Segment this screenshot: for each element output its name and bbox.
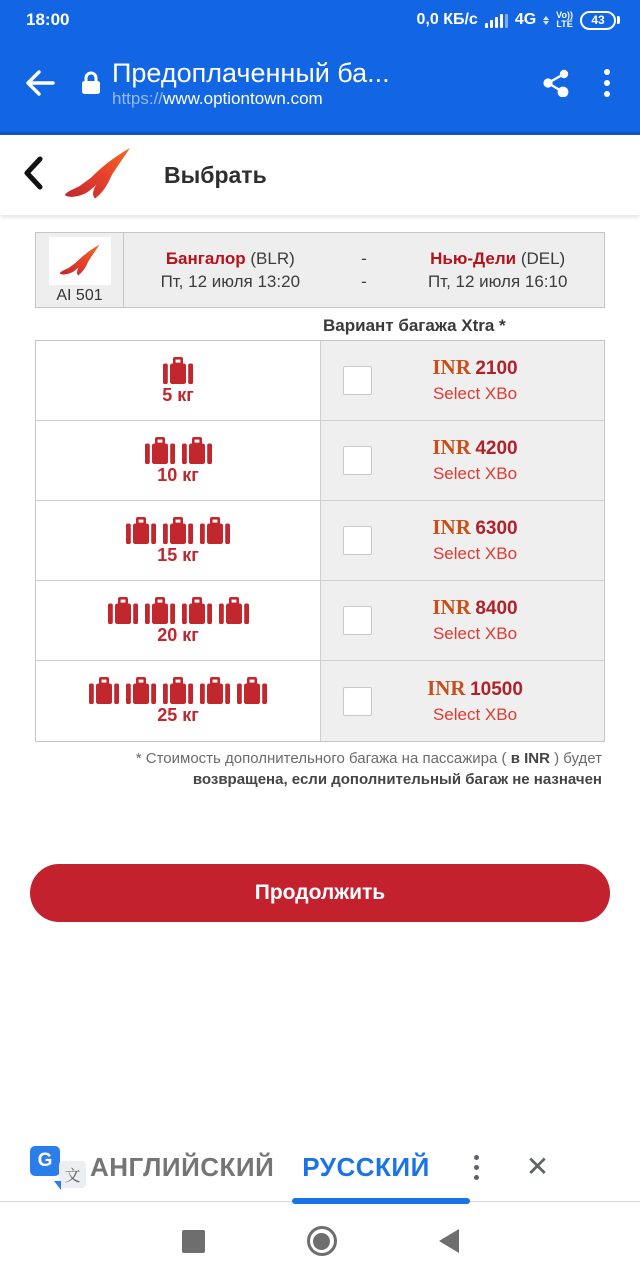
- suitcase-icon: [126, 516, 156, 544]
- baggage-checkbox[interactable]: [343, 526, 372, 555]
- price-currency: INR: [432, 515, 471, 539]
- baggage-checkbox[interactable]: [343, 366, 372, 395]
- price-amount: 6300: [475, 518, 518, 539]
- suitcase-icon: [145, 596, 175, 624]
- price-currency: INR: [432, 595, 471, 619]
- destination-info: Нью-Дели (DEL) Пт, 12 июля 16:10: [427, 249, 568, 291]
- weight-label: 10 кг: [157, 464, 199, 485]
- secure-lock-icon[interactable]: [76, 71, 106, 95]
- price-currency: INR: [432, 435, 471, 459]
- suitcase-icon: [200, 676, 230, 704]
- page-url: https://www.optiontown.com: [112, 88, 323, 108]
- browser-menu-icon[interactable]: [592, 61, 622, 105]
- site-toolbar: [0, 135, 640, 215]
- close-icon[interactable]: ✕: [525, 1151, 550, 1182]
- suitcase-icon: [219, 596, 249, 624]
- weight-label: 20 кг: [157, 624, 199, 645]
- baggage-rows: [36, 341, 604, 741]
- suitcase-icon: [237, 676, 267, 704]
- price-currency: INR: [427, 675, 466, 700]
- data-activity-icon: [543, 16, 549, 25]
- page-heading: Выбрать: [164, 161, 267, 188]
- status-bar: [0, 0, 640, 40]
- suitcase-icon: [163, 676, 193, 704]
- suitcase-icons: [126, 516, 230, 544]
- airline-logo-icon: [62, 146, 134, 204]
- tab-russian[interactable]: РУССКИЙ: [302, 1151, 430, 1182]
- suitcase-icon: [200, 516, 230, 544]
- origin-info: Бангалор (BLR) Пт, 12 июля 13:20: [160, 249, 301, 291]
- back-button[interactable]: [439, 1229, 459, 1253]
- weight-label: 15 кг: [157, 544, 199, 565]
- flight-card: [35, 232, 605, 308]
- flight-number: AI 501: [56, 287, 103, 304]
- tab-english[interactable]: АНГЛИЙСКИЙ: [90, 1151, 275, 1182]
- signal-strength-icon: [485, 13, 508, 28]
- network-speed: 0,0 КБ/с: [416, 11, 478, 28]
- page-content: [0, 215, 640, 1133]
- active-tab-underline: [292, 1198, 470, 1204]
- price-amount: 2100: [475, 358, 518, 379]
- airline-logo-icon: [49, 237, 111, 285]
- price-amount: 10500: [470, 678, 523, 700]
- recents-button[interactable]: [182, 1230, 205, 1253]
- suitcase-icon: [182, 436, 212, 464]
- baggage-checkbox[interactable]: [343, 687, 372, 716]
- network-type: 4G: [514, 11, 537, 28]
- suitcase-icon: [89, 676, 119, 704]
- price-amount: 8400: [475, 598, 518, 619]
- baggage-table: [35, 340, 605, 742]
- price: [372, 676, 578, 703]
- weight-label: 5 кг: [162, 384, 194, 405]
- translate-menu-icon[interactable]: [462, 1155, 492, 1180]
- suitcase-icons: [89, 676, 267, 704]
- baggage-checkbox[interactable]: [343, 446, 372, 475]
- select-xbo-link[interactable]: Select XBo: [432, 464, 518, 483]
- weight-label: 25 кг: [157, 705, 199, 725]
- suitcase-icon: [182, 596, 212, 624]
- baggage-footnote: * Стоимость дополнительного багажа на пассажира ( в INR ) будет возвращена, если дополнительный багаж не назначен: [135, 750, 602, 788]
- volte-icon: Vo)) LTE: [556, 10, 573, 29]
- suitcase-icon: [126, 676, 156, 704]
- share-icon[interactable]: [534, 61, 578, 105]
- baggage-row: [36, 581, 604, 661]
- battery-icon: [580, 11, 620, 30]
- clock: 18:00: [26, 10, 70, 29]
- suitcase-icon: [163, 516, 193, 544]
- baggage-row: [36, 501, 604, 581]
- baggage-column-header: Вариант багажа Xtra *: [323, 316, 506, 335]
- google-translate-icon: G 文: [30, 1144, 88, 1190]
- suitcase-icons: [145, 436, 212, 464]
- url-bar[interactable]: [112, 58, 534, 109]
- select-xbo-link[interactable]: Select XBo: [432, 384, 518, 403]
- baggage-row: [36, 421, 604, 501]
- browser-back-icon[interactable]: [18, 61, 62, 105]
- price: [372, 595, 578, 622]
- select-xbo-link[interactable]: Select XBo: [432, 544, 518, 563]
- translate-bar: [0, 1133, 640, 1202]
- page-title: Предоплаченный ба...: [112, 57, 390, 88]
- site-back-icon[interactable]: [22, 156, 44, 195]
- home-button[interactable]: [307, 1226, 337, 1256]
- baggage-row: [36, 661, 604, 741]
- continue-button[interactable]: Продолжить: [30, 864, 610, 922]
- price: [372, 435, 578, 462]
- select-xbo-link[interactable]: Select XBo: [432, 704, 518, 724]
- android-navbar: [0, 1202, 640, 1280]
- suitcase-icons: [163, 356, 193, 384]
- route-separator: - -: [361, 249, 367, 291]
- price-amount: 4200: [475, 438, 518, 459]
- price-currency: INR: [432, 355, 471, 379]
- price: [372, 355, 578, 382]
- baggage-checkbox[interactable]: [343, 606, 372, 635]
- price: [372, 515, 578, 542]
- battery-percent: 43: [580, 11, 616, 30]
- suitcase-icon: [145, 436, 175, 464]
- suitcase-icons: [108, 596, 249, 624]
- suitcase-icon: [163, 356, 193, 384]
- select-xbo-link[interactable]: Select XBo: [432, 624, 518, 643]
- browser-header: [0, 40, 640, 135]
- baggage-row: [36, 341, 604, 421]
- suitcase-icon: [108, 596, 138, 624]
